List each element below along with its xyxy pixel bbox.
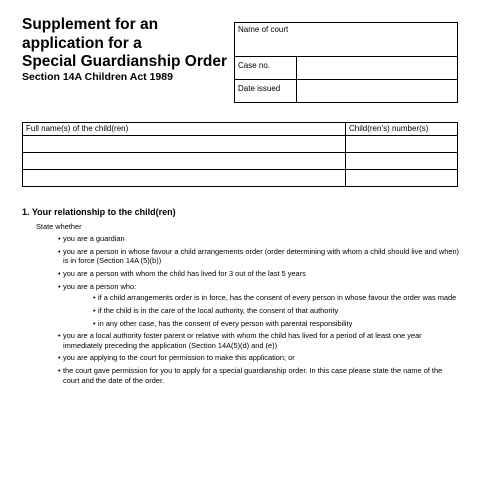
bullet-icon: • <box>58 366 61 376</box>
date-issued-label: Date issued <box>235 80 297 103</box>
sub-list-item <box>93 306 460 315</box>
form-subtitle: Section 14A Children Act 1989 <box>22 71 173 83</box>
name-of-court-label: Name of court <box>238 25 289 34</box>
child-name-field[interactable] <box>23 136 346 153</box>
list-item-text: you are applying to the court for permission to make this application; or <box>63 353 295 363</box>
bullet-icon: • <box>58 353 61 363</box>
child-name-field[interactable] <box>23 170 346 187</box>
bullet-icon: • <box>93 292 96 302</box>
date-issued-field[interactable] <box>297 80 458 103</box>
section-1-heading: 1. Your relationship to the child(ren) <box>22 207 176 217</box>
bullet-icon: • <box>93 318 96 328</box>
list-item-text: you are a guardian <box>63 234 125 243</box>
list-item-text: you are a person in whose favour a child arrangements order (order determining with whom a child should live and when) is in force (Section 14A (5)(b)) <box>63 246 460 266</box>
list-item-text: in any other case, has the consent of every person with parental responsibility <box>98 318 353 328</box>
form-title-line: Special Guardianship Order <box>22 53 228 70</box>
list-item <box>58 331 460 350</box>
child-numbers-header: Child(ren’s) number(s) <box>346 123 458 136</box>
case-no-label: Case no. <box>235 57 297 80</box>
section-1-intro: State whether <box>36 222 82 231</box>
sub-list-item <box>93 319 460 328</box>
child-number-field[interactable] <box>346 153 458 170</box>
list-item-text: if the child is in the care of the local authority, the consent of that authority <box>98 305 339 315</box>
list-item-text: if a child arrangements order is in force, has the consent of every person in whose favour the order was made <box>98 292 457 302</box>
court-details-box <box>234 22 458 103</box>
list-item-text: you are a person who: <box>63 281 137 291</box>
list-item <box>58 366 460 385</box>
relationship-list <box>58 234 460 388</box>
list-item-text: you are a person with whom the child has lived for 3 out of the last 5 years <box>63 268 306 278</box>
bullet-icon: • <box>58 281 61 291</box>
child-names-header: Full name(s) of the child(ren) <box>23 123 346 136</box>
bullet-icon: • <box>58 234 61 243</box>
form-title <box>22 16 232 72</box>
children-table <box>22 122 458 187</box>
list-item-text: the court gave permission for you to apply for a special guardianship order. In this case please state the name of the court and the date of the order. <box>63 366 443 385</box>
form-title-line: application for a <box>22 34 142 52</box>
list-item <box>58 247 460 266</box>
case-no-field[interactable] <box>297 57 458 80</box>
list-item <box>58 269 460 278</box>
list-item <box>58 353 460 362</box>
child-number-field[interactable] <box>346 170 458 187</box>
bullet-icon: • <box>58 331 61 341</box>
list-item <box>58 282 460 328</box>
sub-list-item <box>93 293 460 302</box>
list-item <box>58 234 460 243</box>
bullet-icon: • <box>58 246 61 256</box>
bullet-icon: • <box>93 305 96 315</box>
form-title-line: Supplement for an <box>22 16 159 33</box>
bullet-icon: • <box>58 268 61 278</box>
sub-list <box>93 293 460 328</box>
child-number-field[interactable] <box>346 136 458 153</box>
child-name-field[interactable] <box>23 153 346 170</box>
list-item-text: you are a local authority foster parent or relative with whom the child has lived for a period of at least one year immediately preceding the application (Section 14A(5)(d) and (e)) <box>63 331 422 350</box>
name-of-court-field[interactable] <box>235 23 458 57</box>
